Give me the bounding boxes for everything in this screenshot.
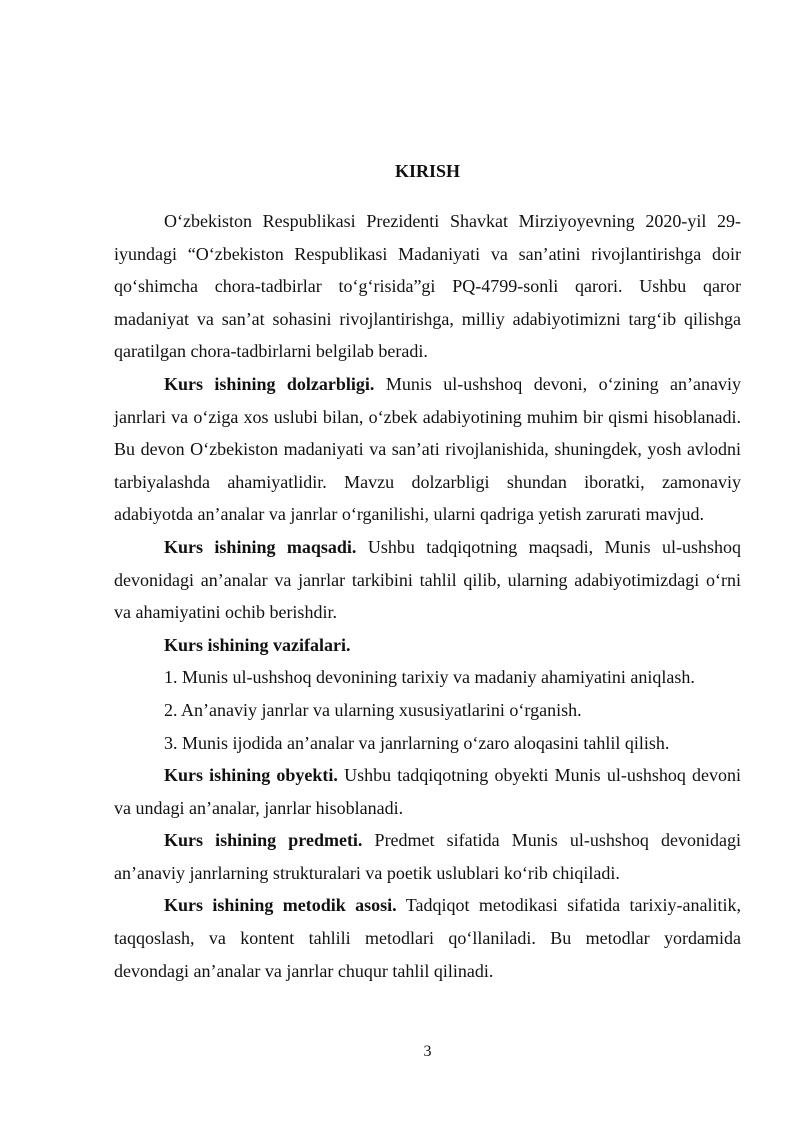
- paragraph-text: Ushbu tadqiqotning maqsadi, Munis ul-ushshoq devonidagi an’analar va janrlar tarkibini tahlil qilib, ularning adabiyotimizdagi o‘rni va ahamiyatini ochib berishdir.: [114, 536, 741, 623]
- paragraph-heading-object: Kurs ishining obyekti.: [164, 765, 338, 786]
- paragraph-relevance: [114, 368, 741, 531]
- document-page: [114, 0, 741, 1131]
- task-item-3: [114, 727, 741, 760]
- paragraph-text: Ushbu tadqiqotning obyekti Munis ul-ushshoq devoni va undagi an’analar, janrlar hisoblanadi.: [114, 765, 741, 818]
- task-item-2: [114, 694, 741, 727]
- task-item-text: 2. An’anaviy janrlar va ularning xususiyatlarini o‘rganish.: [164, 699, 582, 720]
- paragraph-heading-subject: Kurs ishining predmeti.: [164, 830, 363, 851]
- paragraph-text: Predmet sifatida Munis ul-ushshoq devonidagi an’anaviy janrlarning strukturalari va poetik uslublari ko‘rib chiqiladi.: [114, 830, 741, 883]
- page-number: 3: [423, 1043, 432, 1060]
- paragraph-text: O‘zbekiston Respublikasi Prezidenti Shavkat Mirziyoyevning 2020-yil 29-iyundagi “O‘zbekiston Respublikasi Madaniyati va san’atini rivojlantirishga doir qo‘shimcha chora-tadbirlar to‘g‘risida”gi PQ-4799-sonli qarori. Ushbu qaror madaniyat va san’at sohasini rivojlantirishga, milliy adabiyotimizni targ‘ib qilishga qaratilgan chora-tadbirlarni belgilab beradi.: [114, 211, 741, 362]
- task-item-text: 1. Munis ul-ushshoq devonining tarixiy va madaniy ahamiyatini aniqlash.: [164, 667, 695, 688]
- paragraph-methodology: [114, 889, 741, 987]
- paragraph-heading-goal: Kurs ishining maqsadi.: [164, 536, 357, 557]
- task-item-1: [114, 661, 741, 694]
- paragraph-heading-tasks: Kurs ishining vazifalari.: [164, 634, 351, 655]
- paragraph-heading-methodology: Kurs ishining metodik asosi.: [164, 895, 397, 916]
- task-item-text: 3. Munis ijodida an’analar va janrlarning o‘zaro aloqasini tahlil qilish.: [164, 732, 670, 753]
- paragraph-goal: [114, 531, 741, 629]
- paragraph-heading-relevance: Kurs ishining dolzarbligi.: [164, 373, 375, 394]
- document-body: [114, 205, 741, 987]
- paragraph-text: Munis ul-ushshoq devoni, o‘zining an’anaviy janrlari va o‘ziga xos uslubi bilan, o‘zbek adabiyotining muhim bir qismi hisoblanadi. Bu devon O‘zbekiston madaniyati va san’ati rivojlanishida, shuningdek, yosh avlodni tarbiyalashda ahamiyatlidir. Mavzu dolzarbligi shundan iboratki, zamonaviy adabiyotda an’analar va janrlar o‘rganilishi, ularni qadriga yetish zarurati mavjud.: [114, 373, 741, 525]
- paragraph-object: [114, 759, 741, 824]
- paragraph-tasks: [114, 629, 741, 662]
- paragraph-subject: [114, 824, 741, 889]
- page-title: KIRISH: [394, 161, 461, 181]
- paragraph-text: Tadqiqot metodikasi sifatida tarixiy-analitik, taqqoslash, va kontent tahlili metodlari qo‘llaniladi. Bu metodlar yordamida devondagi an’analar va janrlar chuqur tahlil qilinadi.: [114, 895, 741, 981]
- paragraph-decree: [114, 205, 741, 368]
